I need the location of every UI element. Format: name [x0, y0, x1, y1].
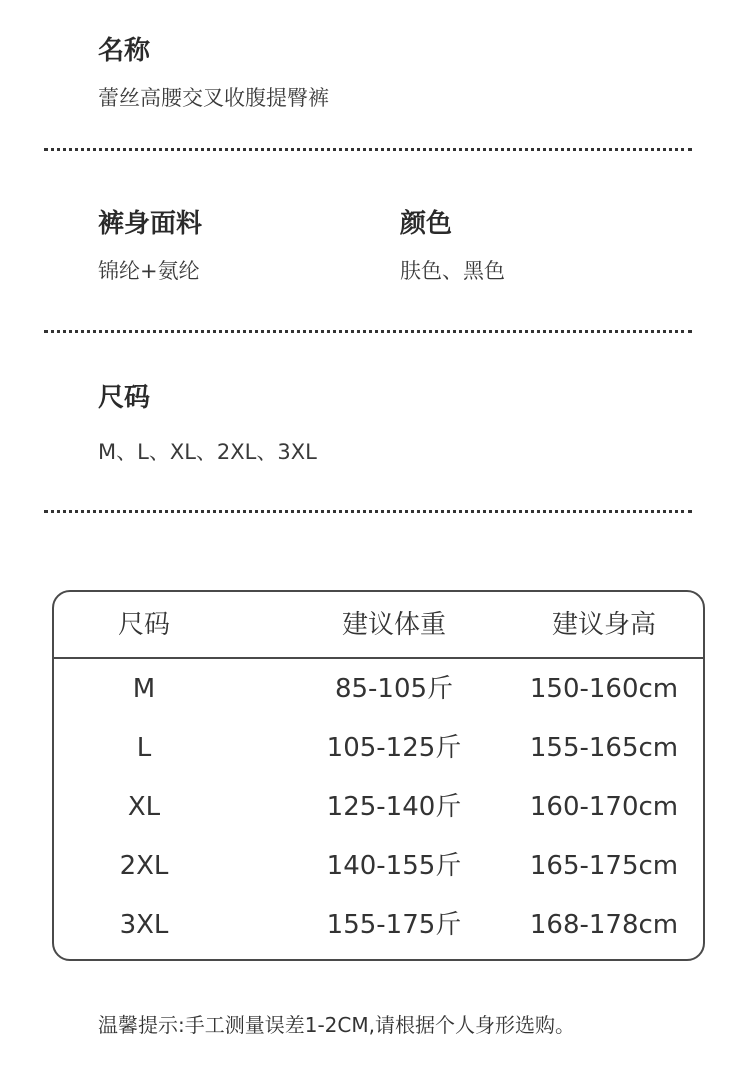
cell-size: 3XL — [119, 910, 169, 940]
header-weight: 建议体重 — [341, 610, 446, 640]
table-row — [54, 718, 703, 776]
name-value: 蕾丝高腰交叉收腹提臀裤 — [98, 86, 329, 110]
size-chart-table — [52, 590, 705, 961]
header-height: 建议身高 — [551, 610, 656, 640]
table-row — [54, 895, 703, 953]
cell-weight: 125-140斤 — [326, 792, 462, 822]
table-row — [54, 836, 703, 894]
cell-height: 160-170cm — [529, 792, 679, 822]
divider — [44, 510, 692, 513]
divider — [44, 330, 692, 333]
cell-size: XL — [127, 792, 161, 822]
cell-weight: 140-155斤 — [326, 851, 462, 881]
cell-weight: 155-175斤 — [326, 910, 462, 940]
table-row — [54, 777, 703, 835]
cell-weight: 85-105斤 — [334, 674, 454, 704]
table-header — [54, 592, 703, 659]
color-title: 颜色 — [400, 209, 453, 239]
size-title: 尺码 — [98, 383, 151, 413]
cell-height: 168-178cm — [529, 910, 679, 940]
cell-size: M — [132, 674, 156, 704]
cell-height: 165-175cm — [529, 851, 679, 881]
fabric-title: 裤身面料 — [98, 209, 203, 239]
cell-size: 2XL — [119, 851, 169, 881]
color-value: 肤色、黑色 — [400, 259, 505, 283]
header-size: 尺码 — [117, 610, 170, 640]
cell-size: L — [136, 733, 152, 763]
size-value: M、L、XL、2XL、3XL — [98, 440, 317, 464]
cell-height: 150-160cm — [529, 674, 679, 704]
footer-note: 温馨提示:手工测量误差1-2CM,请根据个人身形选购。 — [98, 1013, 575, 1037]
cell-weight: 105-125斤 — [326, 733, 462, 763]
fabric-value: 锦纶+氨纶 — [98, 259, 200, 283]
table-row — [54, 659, 703, 717]
divider — [44, 148, 692, 151]
cell-height: 155-165cm — [529, 733, 679, 763]
name-title: 名称 — [98, 36, 151, 66]
